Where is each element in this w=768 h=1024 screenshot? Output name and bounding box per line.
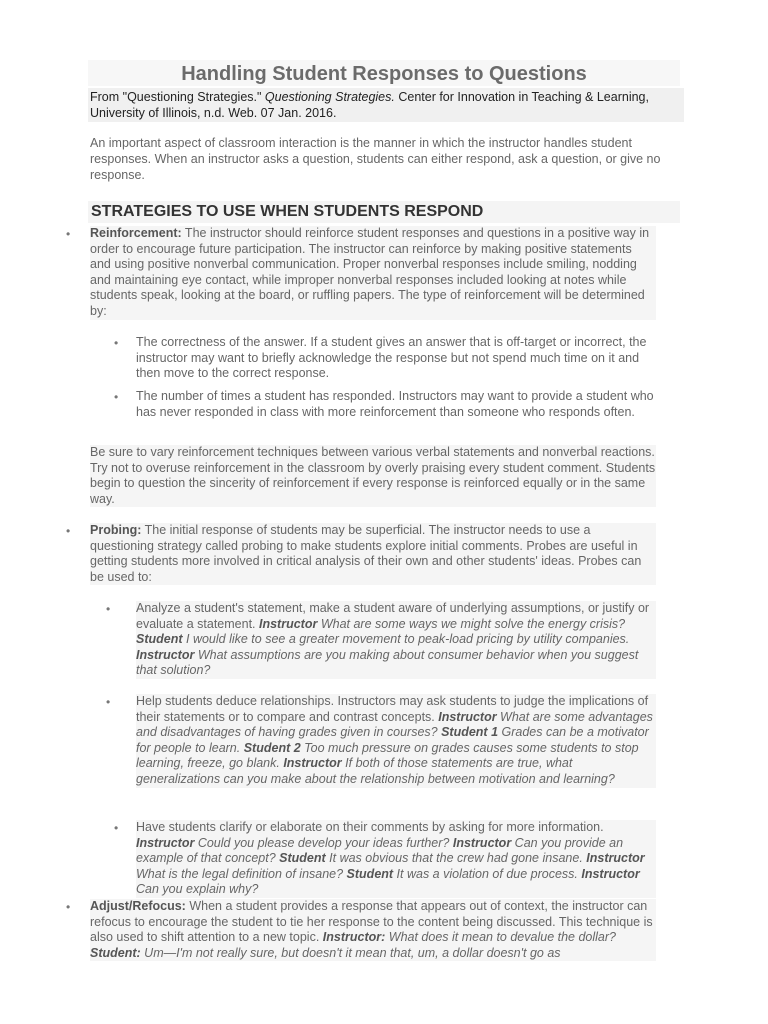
probing-text: The initial response of students may be superficial. The instructor needs to use a questioning strategy called probing to make students explore initial comments. Probes are useful in getting students more involved in critical analysis of their own and other students' ideas. Probes can be used to: [90,523,642,584]
speaker-student: Student: [90,945,141,960]
section-heading: STRATEGIES TO USE WHEN STUDENTS RESPOND [91,203,484,220]
clarify-text: Have students clarify or elaborate on their comments by asking for more information. [136,820,604,834]
bullet-reinforcement: • [66,227,71,241]
citation [88,88,684,122]
quote: Too much pressure on grades causes some students to stop learning, freeze, go blank. [136,740,639,771]
intro-paragraph: An important aspect of classroom interaction is the manner in which the instructor handles student responses. When an instructor asks a question, students can either respond, ask a question, or give no response. [90,136,661,182]
reinforcement-note: Be sure to vary reinforcement techniques between various verbal statements and nonverbal reactions. Try not to overuse reinforcement in the classroom by overly praising every student comment. Students begin to question the sincerity of reinforcement if every response is reinforced equally or in the same way. [90,445,656,506]
quote: What is the legal definition of insane? [136,866,347,881]
deduce-text: Help students deduce relationships. Instructors may ask students to judge the implications of their statements or to compare and contrast concepts. [136,694,649,724]
reinforcement-text: The instructor should reinforce student responses and questions in a positive way in order to encourage future participation. The instructor can reinforce by making positive statements and using positive nonverbal communication. Proper nonverbal responses include smiling, nodding and maintaining eye contact, while improper nonverbal responses included looking at notes while students speak, looking at the board, or ruffling papers. The type of reinforcement will be determined by: [90,226,650,318]
speaker-student-2: Student 2 [243,740,301,755]
bullet-deduce: • [106,695,111,709]
quote: Could you please develop your ideas further? [194,835,453,850]
quote: What are some ways we might solve the energy crisis? [317,616,626,631]
citation-part2: Center for Innovation in Teaching & Learning, University of Illinois, n.d. Web. 07 Jan. 2016. [90,90,649,120]
refocus-lead: /Refocus: [128,899,186,913]
speaker-instructor: Instructor: [322,930,386,945]
quote: Um—I'm not really sure, but doesn't it mean that, um, a dollar doesn't go as [140,945,561,960]
probing-lead: Probing: [90,523,142,537]
speaker-instructor: Instructor [452,835,512,850]
bullet-correctness: • [114,336,119,350]
speaker-instructor: Instructor [586,851,645,866]
citation-italic: Questioning Strategies. [264,90,395,104]
speaker-instructor: Instructor [438,709,497,724]
reinforcement-lead: Reinforcement: [90,226,182,240]
quote: What are some advantages and disadvantages of having grades given in courses? [136,709,653,740]
speaker-instructor: Instructor [259,616,318,631]
reinforcement-paragraph [90,226,656,320]
quote: I would like to see a greater movement to peak-load pricing by utility companies. [182,632,630,647]
bullet-adjust: • [66,900,71,914]
quote: Grades can be a motivator for people to learn. [136,725,649,755]
citation-part1: From "Questioning Strategies." [90,90,265,104]
speaker-student: Student [136,632,183,647]
bullet-probing: • [66,524,71,538]
correctness-item: The correctness of the answer. If a student gives an answer that is off-target or incorrect, the instructor may want to briefly acknowledge the response but not spend much time on it and then move to the correct response. [136,335,647,381]
adjust-lead: Adjust [90,899,129,913]
speaker-instructor: Instructor [136,835,195,850]
quote: Can you explain why? [136,882,259,897]
analyze-text: Analyze a student's statement, make a student aware of underlying assumptions, or justify or evaluate a statement. [136,601,650,631]
quote: What does it mean to devalue the dollar? [385,930,616,945]
quote: It was a violation of due process. [393,866,582,881]
probing-paragraph [90,523,656,585]
speaker-instructor: Instructor [283,756,342,771]
bullet-clarify: • [114,821,119,835]
adjust-text: When a student provides a response that appears out of context, the instructor can refocus to encourage the student to tie her response to the content being discussed. This technique is also used to shift attention to a new topic. [90,899,653,945]
speaker-student: Student [279,851,326,866]
quote: Can you provide an example of that concept? [136,835,624,866]
deduce-item [136,694,656,788]
quote: What assumptions are you making about consumer behavior when you suggest that solution? [136,647,639,678]
speaker-student-1: Student 1 [441,725,499,740]
document-title: Handling Student Responses to Questions [181,63,587,85]
quote: It was obvious that the crew had gone insane. [325,851,587,866]
times-responded-item: The number of times a student has responded. Instructors may want to provide a student who has never responded in class with more reinforcement than someone who responds often. [136,389,654,419]
bullet-analyze: • [106,602,111,616]
adjust-paragraph [90,899,656,961]
speaker-student: Student [346,866,394,881]
speaker-instructor: Instructor [136,647,195,662]
speaker-instructor: Instructor [581,866,640,881]
clarify-item [136,820,656,898]
quote: If both of those statements are true, what generalizations can you make about the relationship between motivation and learning? [136,756,615,786]
bullet-times-responded: • [114,390,119,404]
analyze-item [136,601,656,679]
